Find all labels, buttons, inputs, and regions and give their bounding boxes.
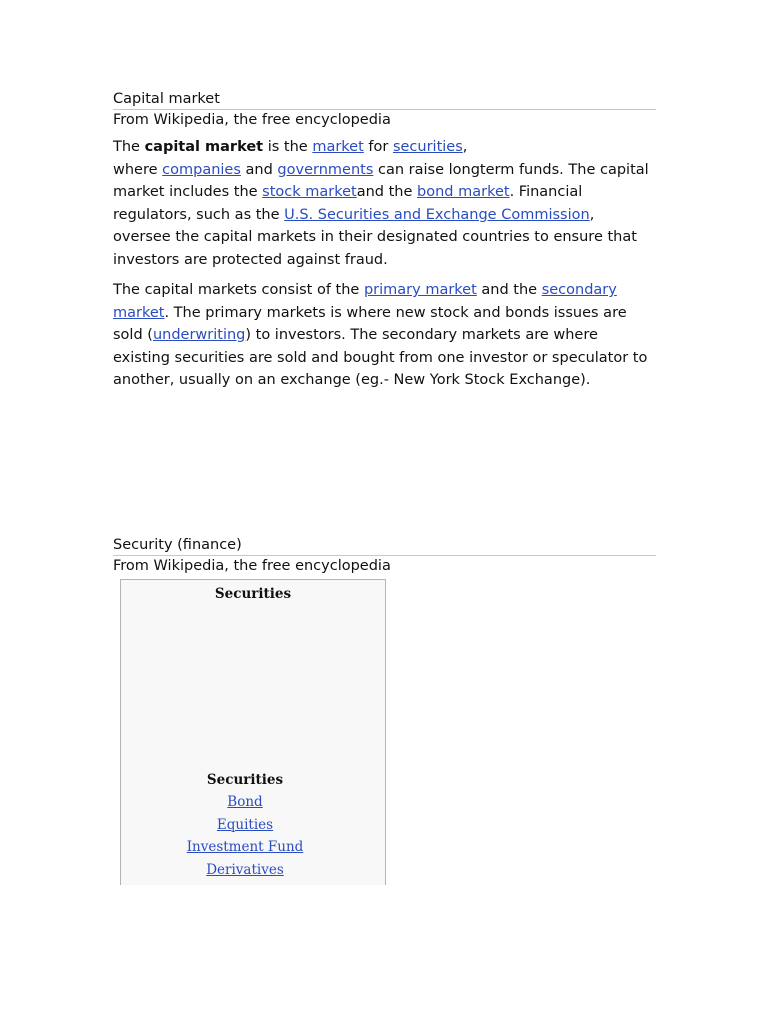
text-run: for <box>363 139 393 155</box>
infobox-list-item <box>121 859 369 882</box>
capital-market-paragraph-1 <box>113 136 656 272</box>
text-run: and the <box>476 282 542 298</box>
article-title-security-finance: Security (finance) <box>113 536 656 556</box>
link-underwriting[interactable]: underwriting <box>152 327 246 344</box>
text-run: where <box>113 161 163 178</box>
link-investment-fund[interactable]: Investment Fund <box>186 839 304 856</box>
text-run: , oversee the capital markets in their designated countries to ensure that investors are protected against fraud. <box>113 206 637 268</box>
link-governments[interactable]: governments <box>277 161 374 178</box>
infobox-link-list <box>121 791 369 882</box>
text-run: and the <box>356 184 418 201</box>
article-title-capital-market: Capital market <box>113 90 656 110</box>
infobox-list-item <box>121 791 369 814</box>
infobox-subtitle: Securities <box>206 772 284 788</box>
link-bond-market[interactable]: bond market <box>417 184 510 201</box>
text-run: can raise longterm funds. The capital market includes the <box>113 161 649 201</box>
text-run: The <box>113 139 145 155</box>
link-bond[interactable]: Bond <box>227 794 263 810</box>
link-secondary-market[interactable]: secondary market <box>113 282 617 321</box>
capital-market-paragraph-2 <box>113 279 656 392</box>
article-source-line: From Wikipedia, the free encyclopedia <box>113 558 391 574</box>
bold-term-capital-market: capital market <box>144 139 264 155</box>
link-equities[interactable]: Equities <box>216 816 274 833</box>
text-run: . The primary markets is where new stock and bonds issues are sold ( <box>113 304 627 344</box>
link-stock-market[interactable]: stock market <box>262 184 357 201</box>
link-sec[interactable]: U.S. Securities and Exchange Commission <box>284 206 590 223</box>
securities-infobox <box>120 579 386 885</box>
link-market[interactable]: market <box>312 139 364 155</box>
text-run: The capital markets consist of the <box>113 282 364 298</box>
infobox-list-item <box>121 836 369 859</box>
text-run: , <box>462 139 468 155</box>
infobox-title: Securities <box>214 586 292 602</box>
text-run: is the <box>263 139 313 155</box>
link-primary-market[interactable]: primary market <box>363 282 477 298</box>
text-run: . Financial regulators, such as the <box>113 184 583 223</box>
article-source-line: From Wikipedia, the free encyclopedia <box>113 112 391 128</box>
link-securities[interactable]: securities <box>392 139 463 155</box>
infobox-list-item <box>121 814 369 837</box>
link-derivatives[interactable]: Derivatives <box>206 862 284 879</box>
text-run: and <box>240 161 278 178</box>
link-companies[interactable]: companies <box>162 161 241 178</box>
text-run: ) to investors. The secondary markets are where existing securities are sold and bought from one investor or speculator to another, usually on an exchange (eg.- New York Stock Exchange). <box>113 327 648 389</box>
